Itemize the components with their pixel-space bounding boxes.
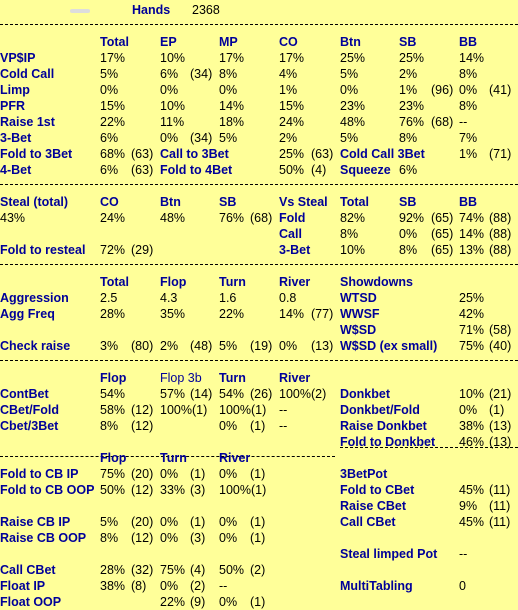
stat-value: 5% [340,67,359,81]
stat-value: (34) [190,67,213,81]
stat-label: Fold to resteal [0,243,86,257]
stat-label: MultiTabling [340,579,413,593]
stat-label: Fold to Donkbet [340,435,436,449]
stat-value: 15% [279,99,305,113]
stat-value: (88) [489,227,512,241]
stat-value: 14% [219,99,245,113]
stat-value: 100%(1) [219,403,267,417]
stat-label: Steal limped Pot [340,547,438,561]
stat-value: (40) [489,339,512,353]
stat-value: (19) [250,339,273,353]
stat-value: 14% [459,51,485,65]
stat-value: 48% [160,211,186,225]
stat-value: (68) [250,211,273,225]
stat-value: 75% [100,467,126,481]
stat-value: (32) [131,563,154,577]
stat-value: (71) [489,147,512,161]
stat-value: (3) [190,483,206,497]
stat-value: (12) [131,403,154,417]
stat-label: River [279,371,311,385]
stat-label: 3-Bet [279,243,311,257]
stat-label: SB [399,35,417,49]
stat-label: River [219,451,251,465]
stat-value: (68) [431,115,454,129]
stat-label: Fold to 4Bet [160,163,233,177]
stat-value: 17% [279,51,305,65]
section-divider [0,264,518,265]
stat-value: (3) [190,531,206,545]
stat-label: CBet/Fold [0,403,60,417]
stat-label: Limp [0,83,30,97]
stat-value: -- [459,115,468,129]
stat-value: 25% [459,291,485,305]
stat-value: 5% [340,131,359,145]
stat-value: (88) [489,211,512,225]
stat-value: 35% [160,307,186,321]
stat-value: 24% [279,115,305,129]
stat-value: 9% [459,499,478,513]
stat-label: PFR [0,99,25,113]
stat-value: 50% [100,483,126,497]
stat-value: (88) [489,243,512,257]
stat-value: 15% [100,99,126,113]
stat-value: 14% [279,307,305,321]
stat-label: Cold Call 3Bet [340,147,425,161]
stat-value: (58) [489,323,512,337]
hands-label: Hands [132,3,171,17]
stat-value: (96) [431,83,454,97]
stat-value: 45% [459,483,485,497]
stat-label: Raise 1st [0,115,55,129]
stat-value: 8% [100,419,119,433]
stat-value: 22% [219,307,245,321]
stat-value: 38% [459,419,485,433]
section-divider [0,24,518,25]
stat-value: (21) [489,387,512,401]
stat-value: 17% [219,51,245,65]
stat-value: 0% [459,83,478,97]
stat-value: (2) [250,563,266,577]
stat-label: Cbet/3Bet [0,419,59,433]
stat-value: (48) [190,339,213,353]
stat-label: W$SD [340,323,377,337]
stat-value: 8% [459,67,478,81]
stat-label: Raise CB IP [0,515,71,529]
stat-label: Fold to CBet [340,483,415,497]
stat-value: (11) [489,483,511,497]
stat-value: (13) [489,435,512,449]
stat-value: (65) [431,227,454,241]
stat-label: Total [100,35,129,49]
stat-label: W$SD (ex small) [340,339,438,353]
stat-label: Agg Freq [0,307,55,321]
stat-value: 10% [160,51,186,65]
stat-value: (4) [311,163,327,177]
stat-value: (65) [431,211,454,225]
stat-value: 8% [399,131,418,145]
stat-label: Fold to CB OOP [0,483,95,497]
stat-value: 71% [459,323,485,337]
stat-value: 54% [219,387,245,401]
stat-label: WTSD [340,291,377,305]
stat-value: 10% [340,243,366,257]
stat-label: 3BetPot [340,467,388,481]
stat-value: (20) [131,467,154,481]
stat-value: 0% [219,595,238,609]
stat-value: (26) [250,387,273,401]
stat-value: 50% [219,563,245,577]
stat-value: 76% [399,115,425,129]
stat-value: (1) [250,419,266,433]
stat-value: 0% [340,83,359,97]
stat-label: Flop [100,371,127,385]
stat-label: Flop [100,451,127,465]
stat-label: Turn [219,371,246,385]
stat-value: (13) [489,419,512,433]
stat-value: 0% [219,515,238,529]
stat-value: 11% [160,115,185,129]
stat-value: 54% [100,387,126,401]
stat-label: VP$IP [0,51,36,65]
stat-label: Float OOP [0,595,62,609]
stat-value: 8% [399,243,418,257]
stat-value: 100%(2) [279,387,327,401]
stat-value: 33% [160,483,186,497]
stat-value: (11) [489,515,511,529]
stat-value: (1) [250,467,266,481]
stat-label: Aggression [0,291,69,305]
stat-value: (63) [311,147,334,161]
stat-value: 14% [459,227,485,241]
stat-value: 2% [279,131,298,145]
stat-value: 25% [279,147,305,161]
stat-value: -- [279,419,288,433]
stat-label: ContBet [0,387,49,401]
stat-label: Call to 3Bet [160,147,229,161]
stat-value: 57% [160,387,186,401]
stat-value: 22% [100,115,126,129]
stat-value: 58% [100,403,126,417]
stat-value: (34) [190,131,213,145]
stat-label: Btn [160,195,181,209]
stat-value: 0% [160,83,179,97]
stat-value: (1) [489,403,505,417]
redacted-name-mark [70,9,90,13]
stat-value: 0% [279,339,298,353]
stat-value: 1% [399,83,418,97]
stat-label: Squeeze [340,163,391,177]
stat-value: 100%(1) [160,403,208,417]
stat-label: Fold to CB IP [0,467,79,481]
stat-value: (13) [311,339,334,353]
stat-label: 4-Bet [0,163,32,177]
stat-value: 7% [459,131,478,145]
stat-label: Call CBet [0,563,56,577]
stat-value: 0% [100,83,119,97]
stat-label: Call [279,227,302,241]
stat-value: 5% [219,131,238,145]
stat-value: Flop 3b [160,371,202,385]
stat-value: (9) [190,595,206,609]
stat-value: (65) [431,243,454,257]
stat-value: 23% [399,99,425,113]
stat-value: 0% [160,515,179,529]
stat-value: 0% [219,467,238,481]
stat-value: (63) [131,163,154,177]
stat-value: 5% [100,515,119,529]
stat-value: 38% [100,579,126,593]
stat-value: (1) [250,531,266,545]
stat-label: Showdowns [340,275,413,289]
stat-value: 17% [100,51,126,65]
stat-value: -- [219,579,228,593]
stat-value: 68% [100,147,126,161]
stat-value: 25% [399,51,425,65]
stat-value: 18% [219,115,245,129]
stat-label: Check raise [0,339,71,353]
stat-value: 6% [100,131,119,145]
stat-label: Call CBet [340,515,396,529]
stat-value: 6% [100,163,119,177]
stat-value: 0% [160,579,179,593]
stat-label: EP [160,35,177,49]
stat-value: 0% [160,467,179,481]
stat-label: Steal (total) [0,195,69,209]
stat-label: BB [459,35,478,49]
stat-value: 0.8 [279,291,297,305]
stat-value: 0% [219,531,238,545]
stat-value: 5% [219,339,238,353]
stat-label: Total [340,195,369,209]
stat-value: 25% [340,51,366,65]
stat-label: SB [399,195,417,209]
stat-value: (20) [131,515,154,529]
stat-value: (12) [131,483,154,497]
stat-value: (1) [250,515,266,529]
stat-value: 8% [340,227,359,241]
stat-value: 5% [100,67,119,81]
stat-label: Fold [279,211,306,225]
stat-value: (77) [311,307,334,321]
stat-label: SB [219,195,237,209]
section-divider [0,184,518,185]
stat-value: (12) [131,531,154,545]
stat-value: (1) [190,515,206,529]
stat-value: 28% [100,563,126,577]
stat-value: 100%(1) [219,483,267,497]
stat-label: WWSF [340,307,380,321]
stat-label: CO [279,35,298,49]
stat-label: 3-Bet [0,131,32,145]
stat-value: 0% [219,419,238,433]
stat-value: 1.6 [219,291,237,305]
stat-value: 10% [459,387,485,401]
stat-value: 48% [340,115,366,129]
stat-value: 75% [459,339,485,353]
stat-value: (29) [131,243,154,257]
stat-value: 23% [340,99,366,113]
stat-value: 1% [279,83,298,97]
stat-value: 0 [459,579,466,593]
stat-label: Fold to 3Bet [0,147,73,161]
stat-value: 8% [459,99,478,113]
stat-value: 0% [160,131,179,145]
stat-value: 50% [279,163,305,177]
stat-value: 24% [100,211,126,225]
hands-value: 2368 [192,3,220,17]
stat-label: Donkbet/Fold [340,403,420,417]
stat-label: River [279,275,311,289]
stat-value: (41) [489,83,512,97]
stat-value: 3% [100,339,119,353]
stat-value: 6% [399,163,418,177]
stat-value: (4) [190,563,206,577]
stat-value: -- [279,403,288,417]
stat-value: 76% [219,211,245,225]
stat-label: Float IP [0,579,46,593]
section-divider [0,360,518,361]
stat-label: Turn [219,275,246,289]
stat-label: CO [100,195,119,209]
stat-value: 43% [0,211,26,225]
stat-value: 92% [399,211,425,225]
stat-value: 75% [160,563,186,577]
stat-value: 4% [279,67,298,81]
stat-value: (8) [131,579,147,593]
stat-value: 28% [100,307,126,321]
stat-value: 45% [459,515,485,529]
stat-value: 82% [340,211,366,225]
stat-label: Vs Steal [279,195,328,209]
stat-value: 4.3 [160,291,178,305]
stat-label: Turn [160,451,187,465]
stat-value: -- [459,547,468,561]
stat-value: 1% [459,147,478,161]
stat-label: Raise CB OOP [0,531,87,545]
stat-value: (1) [250,595,266,609]
stat-label: Total [100,275,129,289]
stat-value: 2.5 [100,291,118,305]
stat-value: (11) [489,499,511,513]
stat-value: 8% [219,67,238,81]
stat-label: Cold Call [0,67,55,81]
stat-value: 72% [100,243,126,257]
stat-value: 13% [459,243,485,257]
stat-value: 10% [160,99,186,113]
stat-value: 46% [459,435,485,449]
stat-label: MP [219,35,238,49]
stat-value: (14) [190,387,213,401]
stat-label: Flop [160,275,187,289]
stat-value: 6% [160,67,179,81]
stat-value: 22% [160,595,186,609]
stat-value: 2% [399,67,418,81]
stat-value: (2) [190,579,206,593]
stat-value: (80) [131,339,154,353]
stat-value: (12) [131,419,154,433]
stat-label: Donkbet [340,387,390,401]
stat-value: 0% [399,227,418,241]
stat-label: BB [459,195,478,209]
stat-value: (63) [131,147,154,161]
stat-label: Raise Donkbet [340,419,427,433]
stat-value: 0% [219,83,238,97]
stat-label: Raise CBet [340,499,406,513]
stat-value: (1) [190,467,206,481]
stat-value: 0% [160,531,179,545]
stat-value: 74% [459,211,485,225]
stat-value: 8% [100,531,119,545]
stat-label: Btn [340,35,361,49]
stat-value: 2% [160,339,179,353]
stat-value: 42% [459,307,485,321]
stat-value: 0% [459,403,478,417]
